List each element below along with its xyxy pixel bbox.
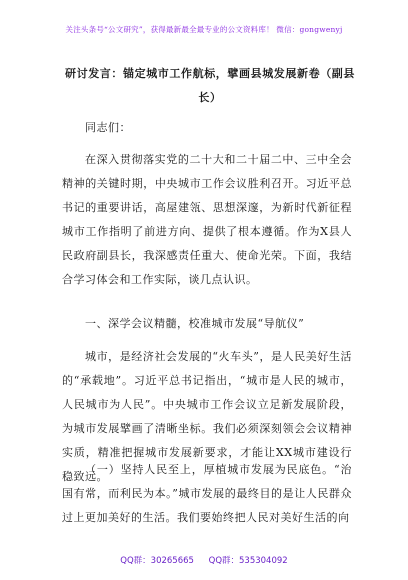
footer [0,554,408,566]
section-heading-1: 一、深学会议精髓，校准城市发展“导航仪” [85,317,305,330]
header-banner: 关注头条号“公文研究”，获得最新最全最专业的公文资料库！ 微信：gongwenyj [65,25,343,34]
greeting: 同志们： [85,121,131,134]
footer-qq-group-1: QQ群：30265665 [120,556,194,566]
paragraph-subsection-1: （一）坚持人民至上，厚植城市发展为民底色。“治国有常，而利民为本。”城市发展的最终目的是让人民群众过上更加美好的生活。我们要始终把人民对美好生活的向 [62,463,352,524]
document-title: 研讨发言：锚定城市工作航标，擘画县城发展新卷（副县长） [65,67,355,104]
paragraph-section-1: 城市，是经济社会发展的“火车头”，是人民美好生活的“承载地”。习近平总书记指出，“城市是人民的城市，人民城市为人民”。中央城市工作会议立足新发展阶段，为城市发展擘画了清晰坐标。我们必须深刻领会会议精神实质，精准把握城市发展新要求，才能让XX城市建设行稳致远。 [62,350,352,483]
paragraph-intro: 在深入贯彻落实党的二十大和二十届二中、三中全会精神的关键时期，中央城市工作会议胜利召开。习近平总书记的重要讲话，高屋建瓴、思想深邃，为新时代新征程城市工作指明了前进方向、提供了根本遵循。作为X县人民政府副县长，我深感责任重大、使命光荣。下面，我结合学习体会和工作实际，谈几点认识。 [62,153,352,286]
footer-qq-group-2: QQ群：535304092 [208,556,288,566]
